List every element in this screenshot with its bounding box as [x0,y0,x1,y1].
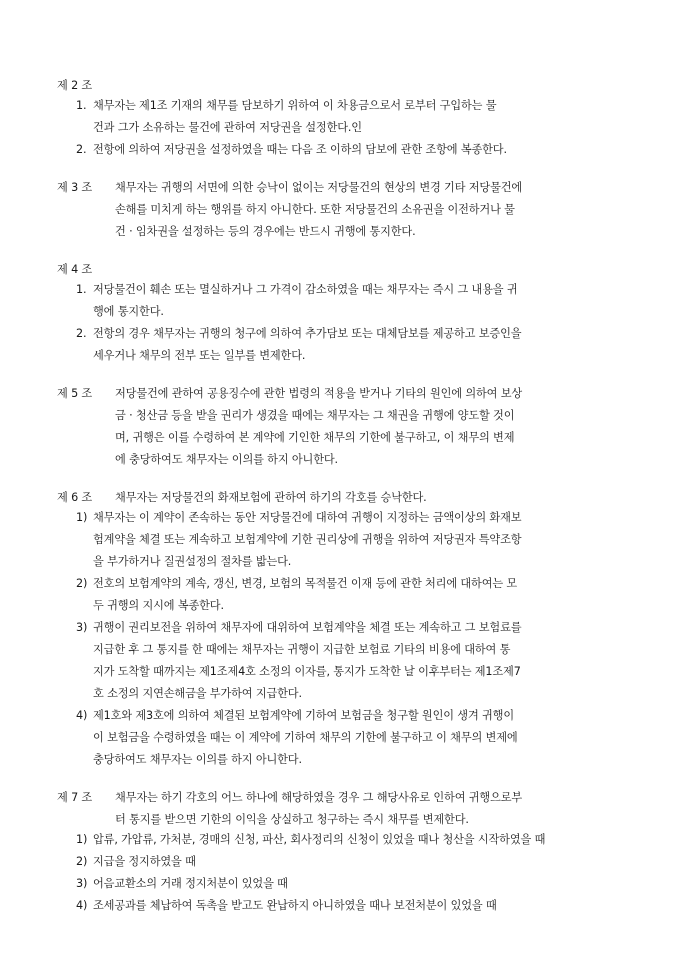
article-7-line-2: 터 통지를 받으면 기한의 이익을 상실하고 청구하는 즉시 채무를 변제한다. [115,813,469,826]
article-6-item-1-line-1: 채무자는 이 계약이 존속하는 동안 저당물건에 대하여 귀행이 지정하는 금액이상의 화재보 [93,511,522,524]
article-2-item-2-line-1: 전항에 의하여 저당권을 설정하였을 때는 다음 조 이하의 담보에 관한 조항에 복종한다. [93,143,507,156]
article-5-line-1: 저당물건에 관하여 공용징수에 관한 법령의 적용을 받거나 기타의 원인에 의하여 보상 [115,387,523,400]
article-3-line-3: 건 · 임차권을 설정하는 등의 경우에는 반드시 귀행에 통지한다. [115,225,416,238]
article-7-item-2-number: 2) [76,855,88,868]
article-7-item-4-line-1: 조세공과를 체납하여 독촉을 받고도 완납하지 아니하였을 때나 보전처분이 있었을 때 [93,899,497,912]
article-7-item-4-number: 4) [76,899,88,912]
article-6-heading: 제 6 조 [57,491,93,504]
article-6-item-3-line-3: 지가 도착할 때까지는 제1조제4호 소정의 이자를, 통지가 도착한 날 이후부터는 제1조제7 [93,665,521,678]
article-2-item-1-line-2: 건과 그가 소유하는 물건에 관하여 저당권을 설정한다.인 [93,121,362,134]
article-7-item-1-line-1: 압류, 가압류, 가처분, 경매의 신청, 파산, 회사정리의 신청이 있었을 때나 청산을 시작하였을 때 [93,833,546,846]
article-3-line-1: 채무자는 귀행의 서면에 의한 승낙이 없이는 저당물건의 현상의 변경 기타 저당물건에 [115,181,523,194]
article-2-item-1-number: 1. [76,99,87,112]
article-2-item-1-line-1: 채무자는 제1조 기재의 채무를 담보하기 위하여 이 차용금으로서 로부터 구입하는 물 [93,99,497,112]
article-7-item-3-line-1: 어음교환소의 거래 정지처분이 있었을 때 [93,877,288,890]
article-4-item-2-line-2: 세우거나 채무의 전부 또는 일부를 변제한다. [93,349,306,362]
article-6-item-4-line-1: 제1호와 제3호에 의하여 체결된 보험계약에 기하여 보험금을 청구할 원인이 생겨 귀행이 [93,709,514,722]
article-5-heading: 제 5 조 [57,387,93,400]
article-7-item-3-number: 3) [76,877,88,890]
article-6-item-1-line-3: 을 부가하거나 질권설정의 절차를 밟는다. [93,555,292,568]
article-3-heading: 제 3 조 [57,181,93,194]
article-6-item-3-line-2: 지급한 후 그 통지를 한 때에는 채무자는 귀행이 지급한 보험료 기타의 비용에 대하여 통 [93,643,511,656]
article-3-line-2: 손해를 미치게 하는 행위를 하지 아니한다. 또한 저당물건의 소유권을 이전하거나 물 [115,203,515,216]
article-6-item-2-number: 2) [76,577,88,590]
article-6-item-3-line-1: 귀행이 권리보전을 위하여 채무자에 대위하여 보험계약을 체결 또는 계속하고 그 보험료를 [93,621,522,634]
article-4-heading: 제 4 조 [57,263,93,276]
article-6-item-3-number: 3) [76,621,88,634]
article-6-item-3-line-4: 호 소정의 지연손해금을 부가하여 지급한다. [93,687,302,700]
article-5-line-3: 며, 귀행은 이를 수령하여 본 계약에 기인한 채무의 기한에 불구하고, 이 채무의 변제 [115,431,515,444]
article-7-line-1: 채무자는 하기 각호의 어느 하나에 해당하였을 경우 그 해당사유로 인하여 귀행으로부 [115,791,523,804]
article-7-item-1-number: 1) [76,833,88,846]
article-6-item-4-line-3: 충당하여도 채무자는 이의를 하지 아니한다. [93,753,302,766]
article-7-heading: 제 7 조 [57,791,93,804]
article-4-item-2-number: 2. [76,327,87,340]
article-7-item-2-line-1: 지급을 정지하였을 때 [93,855,196,868]
article-6-intro: 채무자는 저당물건의 화재보험에 관하여 하기의 각호를 승낙한다. [115,491,427,504]
article-6-item-4-line-2: 이 보험금을 수령하였을 때는 이 계약에 기하여 채무의 기한에 불구하고 이 채무의 변제에 [93,731,518,744]
article-4-item-1-number: 1. [76,283,87,296]
article-2-item-2-number: 2. [76,143,87,156]
article-6-item-2-line-2: 두 귀행의 지시에 복종한다. [93,599,224,612]
article-6-item-1-line-2: 험계약을 체결 또는 계속하고 보험계약에 기한 권리상에 귀행을 위하여 저당권자 특약조항 [93,533,522,546]
article-6-item-2-line-1: 전호의 보험계약의 계속, 갱신, 변경, 보험의 목적물건 이재 등에 관한 처리에 대하여는 모 [93,577,518,590]
article-6-item-1-number: 1) [76,511,88,524]
article-6-item-4-number: 4) [76,709,88,722]
article-5-line-4: 에 충당하여도 채무자는 이의를 하지 아니한다. [115,453,338,466]
article-4-item-2-line-1: 전항의 경우 채무자는 귀행의 청구에 의하여 추가담보 또는 대체담보를 제공하고 보증인을 [93,327,522,340]
article-4-item-1-line-1: 저당물건이 훼손 또는 멸실하거나 그 가격이 감소하였을 때는 채무자는 즉시 그 내용을 귀 [93,283,518,296]
article-2-heading: 제 2 조 [57,79,93,92]
article-4-item-1-line-2: 행에 통지한다. [93,305,164,318]
article-5-line-2: 금 · 청산금 등을 받을 권리가 생겼을 때에는 채무자는 그 채권을 귀행에 양도할 것이 [115,409,515,422]
